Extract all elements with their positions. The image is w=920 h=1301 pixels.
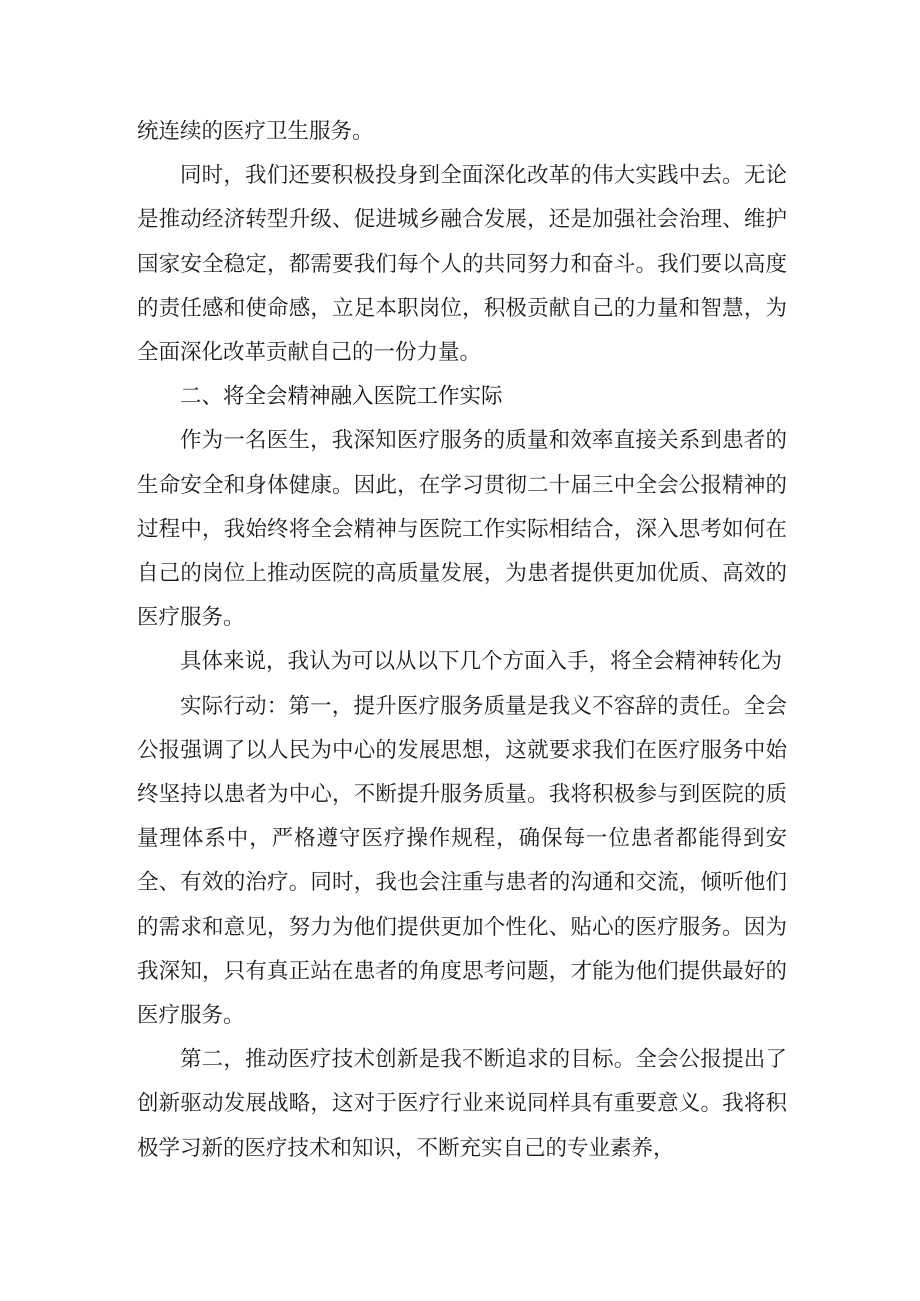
paragraph-reform-practice: 同时，我们还要积极投身到全面深化改革的伟大实践中去。无论是推动经济转型升级、促进城乡融合发展，还是加强社会治理、维护国家安全稳定，都需要我们每个人的共同努力和奋斗。我们要以高度的责任感和使命感，立足本职岗位，积极贡献自己的力量和智慧，为全面深化改革贡献自己的一份力量。 (137, 163, 787, 366)
paragraph-second-point-innovation: 第二，推动医疗技术创新是我不断追求的目标。全会公报提出了创新驱动发展战略，这对于医疗行业来说同样具有重要意义。我将积极学习新的医疗技术和知识，不断充实自己的专业素养， (137, 1047, 787, 1161)
paragraph-first-point-quality: 实际行动：第一，提升医疗服务质量是我义不容辞的责任。全会公报强调了以人民为中心的发展思想，这就要求我们在医疗服务中始终坚持以患者为中心，不断提升服务质量。我将积极参与到医院的质量理体系中，严格遵守医疗操作规程，确保每一位患者都能得到安全、有效的治疗。同时，我也会注重与患者的沟通和交流，倾听他们的需求和意见，努力为他们提供更加个性化、贴心的医疗服务。因为我深知，只有真正站在患者的角度思考问题，才能为他们提供最好的医疗服务。 (137, 693, 787, 1029)
document-body (137, 110, 787, 1171)
section-heading-hospital-work: 二、将全会精神融入医院工作实际 (180, 384, 503, 410)
paragraph-doctor-role: 作为一名医生，我深知医疗服务的质量和效率直接关系到患者的生命安全和身体健康。因此，在学习贯彻二十届三中全会公报精神的过程中，我始终将全会精神与医院工作实际相结合，深入思考如何在自己的岗位上推动医院的高质量发展，为患者提供更加优质、高效的医疗服务。 (137, 428, 787, 631)
paragraph-specific-aspects: 具体来说，我认为可以从以下几个方面入手，将全会精神转化为 (180, 649, 783, 675)
paragraph-continuation: 统连续的医疗卫生服务。 (137, 119, 374, 144)
